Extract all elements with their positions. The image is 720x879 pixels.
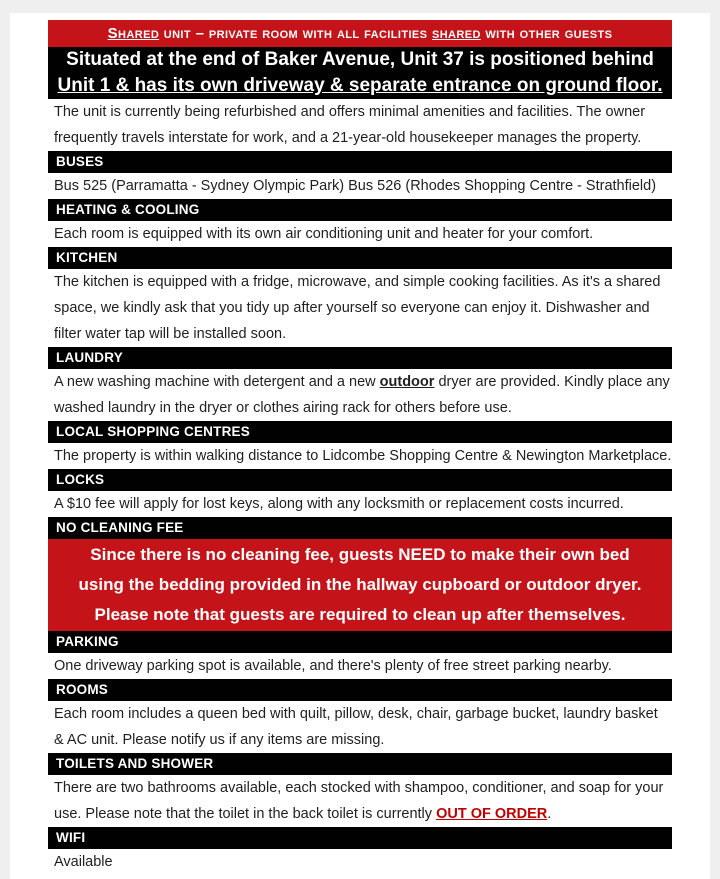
laundry-paragraph xyxy=(48,369,672,421)
cleaning-warning-banner xyxy=(48,539,672,631)
text-line xyxy=(54,99,666,125)
text-line xyxy=(54,395,666,421)
section-header-toilets-and-shower-label: TOILETS AND SHOWER xyxy=(56,756,214,771)
text-line xyxy=(54,443,672,469)
section-header-rooms xyxy=(48,679,672,701)
text-line xyxy=(48,47,672,73)
text-line xyxy=(54,221,666,247)
wifi-paragraph xyxy=(48,849,672,875)
intro-paragraph xyxy=(48,99,672,151)
text-line xyxy=(54,849,666,875)
text-run: Since there is no cleaning fee, guests NEED to make their own bed xyxy=(90,545,630,564)
text-run: The property is within walking distance to Lidcombe Shopping Centre & Newington Marketplace. xyxy=(54,448,672,464)
text-line xyxy=(54,173,666,199)
text-run: A $10 fee will apply for lost keys, along with any locksmith or replacement costs incurred. xyxy=(54,496,624,512)
text-line xyxy=(48,20,672,47)
text-run: Shared xyxy=(107,25,160,42)
text-run: Each room includes a queen bed with quilt, pillow, desk, chair, garbage bucket, laundry basket xyxy=(54,706,658,722)
text-run: OUT OF ORDER xyxy=(436,806,548,822)
shared-unit-banner xyxy=(48,20,672,47)
text-line xyxy=(54,321,666,347)
text-run: The unit is currently being refurbished and offers minimal amenities and facilities. The owner xyxy=(54,104,646,120)
local-shopping-paragraph xyxy=(48,443,672,469)
text-run: use. Please note that the toilet in the back toilet is currently xyxy=(54,806,437,822)
text-run: dryer are provided. Kindly place any xyxy=(434,374,670,390)
text-run: There are two bathrooms available, each stocked with shampoo, conditioner, and soap for your xyxy=(54,780,664,796)
text-run: Each room is equipped with its own air conditioning unit and heater for your comfort. xyxy=(54,226,594,242)
section-header-heating-cooling-label: HEATING & COOLING xyxy=(56,202,200,217)
section-header-laundry-label: LAUNDRY xyxy=(56,350,123,365)
text-line xyxy=(54,491,666,517)
section-header-buses xyxy=(48,151,672,173)
section-header-kitchen-label: KITCHEN xyxy=(56,250,118,265)
text-run: washed laundry in the dryer or clothes airing rack for others before use. xyxy=(54,400,512,416)
text-run: Unit 1 & has its own driveway & separate entrance on ground floor. xyxy=(57,75,663,96)
text-run: One driveway parking spot is available, and there's plenty of free street parking nearby. xyxy=(54,658,612,674)
section-header-no-cleaning-fee-label: NO CLEANING FEE xyxy=(56,520,184,535)
text-run: & AC unit. Please notify us if any items are missing. xyxy=(54,732,385,748)
text-line xyxy=(54,727,666,753)
text-line xyxy=(54,295,666,321)
text-run: A new washing machine with detergent and a new xyxy=(54,374,380,390)
text-run: Situated at the end of Baker Avenue, Unit 37 is positioned behind xyxy=(66,49,654,70)
section-header-local-shopping-centres-label: LOCAL SHOPPING CENTRES xyxy=(56,424,250,439)
text-line xyxy=(54,369,670,395)
parking-paragraph xyxy=(48,653,672,679)
section-header-wifi xyxy=(48,827,672,849)
locks-paragraph xyxy=(48,491,672,517)
text-line xyxy=(54,269,666,295)
text-run: using the bedding provided in the hallway cupboard or outdoor dryer. xyxy=(78,575,642,594)
section-header-locks-label: LOCKS xyxy=(56,472,105,487)
listing-content xyxy=(48,20,672,875)
text-run: outdoor xyxy=(379,374,435,390)
heating-cooling-paragraph xyxy=(48,221,672,247)
text-line xyxy=(54,775,666,801)
text-line xyxy=(54,701,666,727)
text-line xyxy=(54,653,666,679)
text-run: The kitchen is equipped with a fridge, microwave, and simple cooking facilities. As it's a shared xyxy=(54,274,661,290)
text-run: Available xyxy=(54,854,113,870)
section-header-parking xyxy=(48,631,672,653)
section-header-wifi-label: WIFI xyxy=(56,830,86,845)
section-header-local-shopping-centres xyxy=(48,421,672,443)
text-run: shared xyxy=(431,25,481,42)
text-line xyxy=(56,570,664,600)
section-header-locks xyxy=(48,469,672,491)
text-run: frequently travels interstate for work, and a 21-year-old housekeeper manages the property. xyxy=(54,130,642,146)
text-run: . xyxy=(547,806,552,822)
text-line xyxy=(54,125,666,151)
section-header-buses-label: BUSES xyxy=(56,154,104,169)
toilets-shower-paragraph xyxy=(48,775,672,827)
text-run: filter water tap will be installed soon. xyxy=(54,326,287,342)
section-header-rooms-label: ROOMS xyxy=(56,682,109,697)
text-line xyxy=(48,73,672,99)
text-line xyxy=(56,600,664,630)
text-line xyxy=(56,540,664,570)
rooms-paragraph xyxy=(48,701,672,753)
section-header-parking-label: PARKING xyxy=(56,634,119,649)
text-run: Bus 525 (Parramatta - Sydney Olympic Park) Bus 526 (Rhodes Shopping Centre - Strathfield) xyxy=(54,178,657,194)
kitchen-paragraph xyxy=(48,269,672,347)
section-header-kitchen xyxy=(48,247,672,269)
text-run: with other guests xyxy=(480,25,613,42)
section-header-no-cleaning-fee xyxy=(48,517,672,539)
section-header-laundry xyxy=(48,347,672,369)
section-header-toilets-and-shower xyxy=(48,753,672,775)
text-run: unit – private room with all facilities xyxy=(159,25,432,42)
text-run: Please note that guests are required to clean up after themselves. xyxy=(94,605,626,624)
buses-paragraph xyxy=(48,173,672,199)
text-run: space, we kindly ask that you tidy up after yourself so everyone can enjoy it. Dishwasher and xyxy=(54,300,650,316)
section-header-heating-cooling xyxy=(48,199,672,221)
text-line xyxy=(54,801,666,827)
location-banner xyxy=(48,47,672,99)
